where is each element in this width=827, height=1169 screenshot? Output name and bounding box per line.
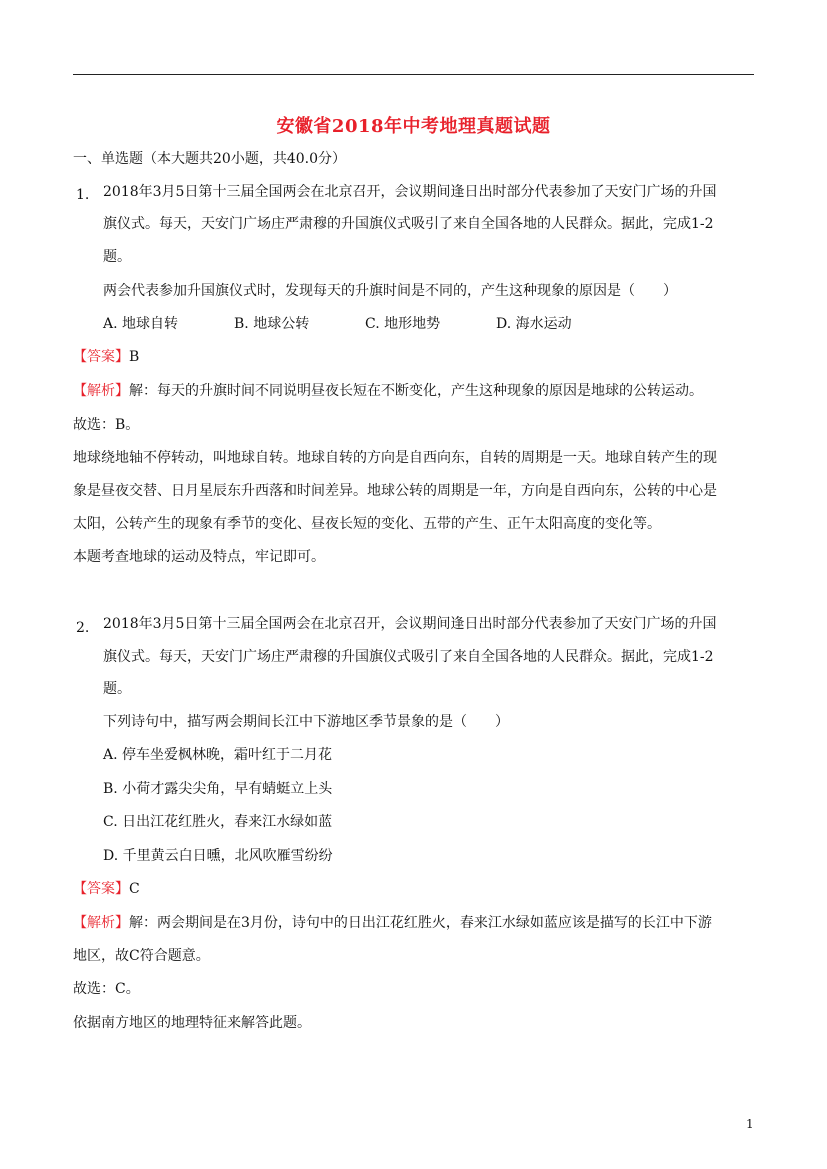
question-2-analysis (73, 914, 712, 932)
question-2-option-b: B. 小荷才露尖尖角，早有蜻蜓立上头 (103, 781, 333, 797)
question-1-explain-line-3: 太阳，公转产生的现象有季节的变化、昼夜长短的变化、五带的产生、正午太阳高度的变化等。 (73, 516, 661, 532)
question-1-number: 1. (76, 187, 90, 203)
question-1-choose: 故选：B。 (73, 417, 140, 433)
question-1-stem-line-3: 题。 (103, 249, 131, 265)
question-1-explain-line-4: 本题考查地球的运动及特点，牢记即可。 (73, 549, 325, 565)
question-1-explain-line-1: 地球绕地轴不停转动，叫地球自转。地球自转的方向是自西向东，自转的周期是一天。地球自转产生的现 (73, 450, 717, 466)
question-2-stem-line-2: 旗仪式。每天，天安门广场庄严肃穆的升国旗仪式吸引了来自全国各地的人民群众。据此，完成1-2 (103, 649, 714, 665)
question-2-choose: 故选：C。 (73, 981, 140, 997)
question-2-stem-line-1: 2018年3月5日第十三届全国两会在北京召开，会议期间逢日出时部分代表参加了天安门广场的升国 (103, 616, 717, 632)
question-2-explain-line-1: 依据南方地区的地理特征来解答此题。 (73, 1015, 311, 1031)
question-1-option-b: B. 地球公转 (234, 316, 310, 332)
question-2-prompt: 下列诗句中，描写两会期间长江中下游地区季节景象的是（ ） (103, 714, 509, 730)
page-title: 安徽省2018年中考地理真题试题 (276, 116, 551, 137)
analysis-text: 解：每天的升旗时间不同说明昼夜长短在不断变化，产生这种现象的原因是地球的公转运动。 (129, 383, 703, 399)
question-1-prompt: 两会代表参加升国旗仪式时，发现每天的升旗时间是不同的，产生这种现象的原因是（ ） (103, 283, 677, 299)
answer-value: B (129, 349, 140, 365)
question-2-stem-line-3: 题。 (103, 681, 131, 697)
question-1-option-c: C. 地形地势 (365, 316, 441, 332)
analysis-text: 解：两会期间是在3月份，诗句中的日出江花红胜火，春来江水绿如蓝应该是描写的长江中下游 (129, 915, 712, 931)
question-1-stem-line-2: 旗仪式。每天，天安门广场庄严肃穆的升国旗仪式吸引了来自全国各地的人民群众。据此，完成1-2 (103, 216, 714, 232)
question-2-option-a: A. 停车坐爱枫林晚，霜叶红于二月花 (103, 747, 333, 763)
question-1-option-a: A. 地球自转 (103, 316, 179, 332)
header-rule (73, 74, 754, 75)
question-1-option-d: D. 海水运动 (496, 316, 572, 332)
answer-tag: 【答案】 (73, 349, 129, 365)
analysis-tag: 【解析】 (73, 915, 129, 931)
question-1-options (103, 315, 572, 333)
section-heading: 一、单选题（本大题共20小题，共40.0分） (73, 151, 346, 167)
question-1-analysis (73, 382, 703, 400)
question-2-option-c: C. 日出江花红胜火，春来江水绿如蓝 (103, 814, 333, 830)
answer-tag: 【答案】 (73, 881, 129, 897)
answer-value: C (129, 881, 140, 897)
analysis-tag: 【解析】 (73, 383, 129, 399)
question-2-answer (73, 880, 140, 898)
question-2-option-d: D. 千里黄云白日曛，北风吹雁雪纷纷 (103, 848, 333, 864)
question-1-explain-line-2: 象是昼夜交替、日月星辰东升西落和时间差异。地球公转的周期是一年，方向是自西向东，公转的中心是 (73, 483, 717, 499)
page-number: 1 (746, 1117, 754, 1131)
question-1-answer (73, 348, 139, 366)
question-1-stem-line-1: 2018年3月5日第十三届全国两会在北京召开，会议期间逢日出时部分代表参加了天安门广场的升国 (103, 184, 717, 200)
question-2-number: 2. (76, 620, 90, 636)
question-2-analysis-line-2: 地区，故C符合题意。 (73, 948, 210, 964)
